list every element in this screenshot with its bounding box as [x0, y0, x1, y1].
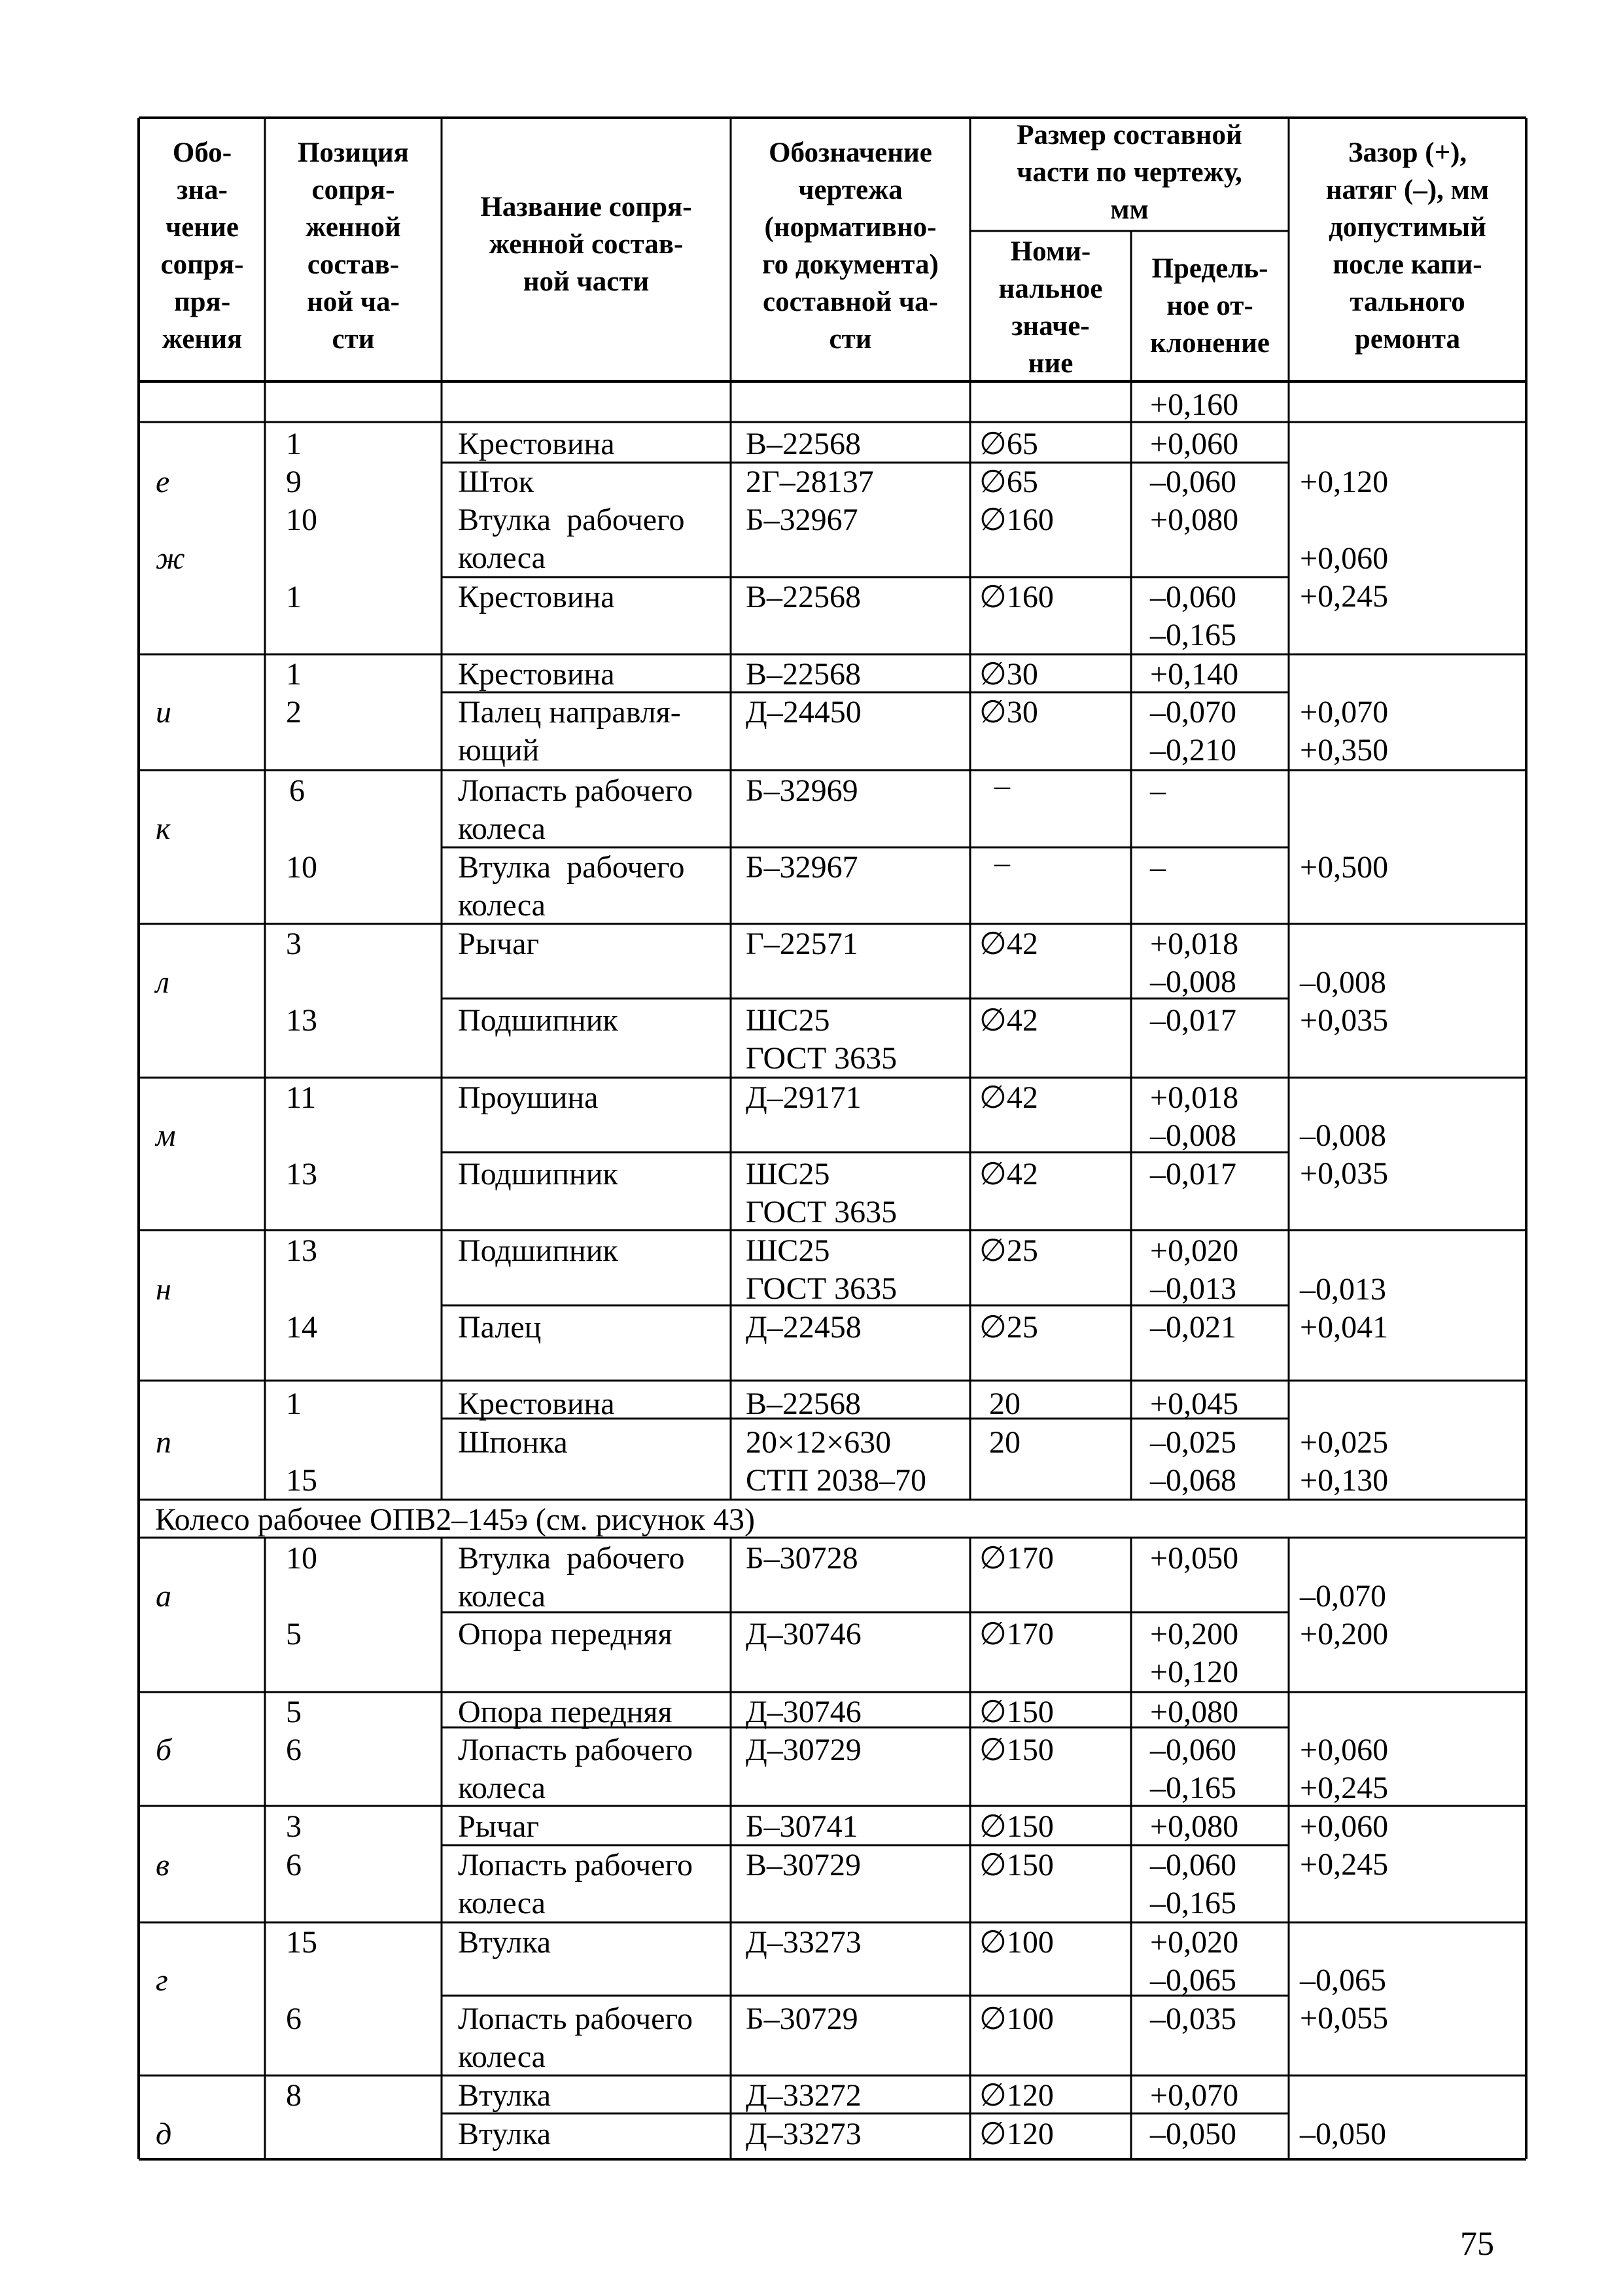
table-cell: В–22568 — [746, 427, 862, 461]
table-cell: Лопасть рабочего колеса — [458, 1733, 693, 1805]
joint-designation-cell: б — [156, 1733, 172, 1767]
table-cell: Подшипник — [458, 1157, 618, 1192]
joint-designation-cell: г — [156, 1963, 168, 1998]
table-cell: 5 — [286, 1695, 302, 1729]
table-cell: Б–32967 — [746, 850, 858, 885]
table-cell: Б–32967 — [746, 503, 858, 537]
table-cell: ∅25 — [979, 1233, 1038, 1268]
header-deviation: Предель- ное от- клонение — [1150, 253, 1270, 359]
table-cell: 13 — [286, 1233, 317, 1268]
table-cell: –0,065 +0,055 — [1300, 1963, 1389, 2036]
table-cell: –0,017 — [1150, 1003, 1236, 1038]
table-cell: ∅160 — [979, 580, 1054, 614]
table-cell: 15 — [286, 1925, 317, 1960]
table-cell: ШС25 ГОСТ 3635 — [746, 1157, 898, 1229]
table-cell: 13 — [286, 1157, 317, 1192]
header-size: Размер составной части по чертежу, мм — [1017, 120, 1242, 225]
table-cell: Колесо рабочее ОПВ2–145э (см. рисунок 43) — [155, 1502, 755, 1537]
table-cell: В–22568 — [746, 1386, 862, 1421]
table-cell: 9 — [286, 465, 302, 499]
table-cell: ∅150 — [979, 1809, 1054, 1844]
table-cell: ШС25 ГОСТ 3635 — [746, 1233, 898, 1306]
table-cell: 1 — [286, 657, 302, 692]
table-cell: – — [994, 845, 1010, 880]
table-cell: +0,140 — [1150, 657, 1239, 692]
table-cell: Втулка рабочего колеса — [458, 503, 685, 575]
table-cell: +0,500 — [1300, 850, 1389, 885]
table-cell: ∅65 — [979, 465, 1038, 499]
table-cell: Д–33272 — [746, 2078, 862, 2113]
table-cell: Д–24450 — [746, 695, 862, 730]
table-cell: – — [1150, 773, 1166, 808]
table-cell: –0,050 — [1300, 2117, 1386, 2151]
table-cell: Шпонка — [458, 1425, 568, 1460]
table-cell: Втулка — [458, 1925, 551, 1960]
table-cell: ∅120 — [979, 2078, 1054, 2113]
table-cell: ∅42 — [979, 927, 1038, 961]
table-cell: 2Г–28137 — [746, 465, 874, 499]
table-cell: –0,035 — [1150, 2002, 1236, 2036]
table-cell: Б–32969 — [746, 773, 858, 808]
table-cell: Лопасть рабочего колеса — [458, 1848, 693, 1920]
table-cell: +0,060 +0,245 — [1300, 1809, 1389, 1882]
table-cell: +0,018 –0,008 — [1150, 927, 1239, 999]
table-cell: Крестовина — [458, 657, 615, 692]
table-cell: +0,160 — [1150, 387, 1239, 422]
table-cell: 1 — [286, 1386, 302, 1421]
table-cell: +0,050 — [1150, 1541, 1239, 1576]
table-cell: Крестовина — [458, 580, 615, 614]
table-cell: – — [1150, 850, 1166, 885]
table-cell: 20 — [989, 1425, 1021, 1460]
table-cell: 20×12×630 СТП 2038–70 — [746, 1425, 926, 1498]
table-cell: Втулка — [458, 2117, 551, 2151]
joint-designation-cell: н — [156, 1272, 171, 1307]
table-cell: –0,008 +0,035 — [1300, 1118, 1389, 1191]
header-part-name: Название сопря- женной состав- ной части — [480, 192, 692, 297]
table-cell: 14 — [286, 1310, 317, 1345]
joint-designation-cell: ж — [156, 541, 185, 576]
page-number: 75 — [1460, 2225, 1494, 2263]
table-cell: +0,080 — [1150, 1809, 1239, 1844]
table-cell: Д–30729 — [746, 1733, 862, 1767]
joint-designation-cell: а — [156, 1579, 171, 1614]
table-cell: –0,013 +0,041 — [1300, 1272, 1389, 1345]
table-cell: +0,020 –0,065 — [1150, 1925, 1239, 1998]
table-cell: ∅42 — [979, 1003, 1038, 1038]
table-cell: 1 — [286, 427, 302, 461]
table-cell: ∅30 — [979, 657, 1038, 692]
table-cell: Подшипник — [458, 1003, 618, 1038]
table-cell: В–22568 — [746, 657, 862, 692]
table-cell: +0,120 — [1300, 465, 1389, 499]
header-drawing: Обозначение чертежа (нормативно- го документа) составной ча- сти — [762, 137, 939, 355]
table-cell: ∅170 — [979, 1541, 1054, 1576]
table-cell: Палец направля- ющий — [458, 695, 681, 768]
table-cell: В–22568 — [746, 580, 862, 614]
joint-designation-cell: м — [156, 1118, 176, 1153]
table-cell: Д–22458 — [746, 1310, 862, 1345]
joint-designation-cell: и — [156, 695, 171, 730]
table-cell: –0,050 — [1150, 2117, 1236, 2151]
table-cell: Д–30746 — [746, 1617, 862, 1651]
header-nominal: Номи- нальное значе- ние — [998, 236, 1103, 379]
table-cell: 11 — [286, 1080, 317, 1115]
table-cell: – — [994, 768, 1010, 803]
joint-designation-cell: к — [156, 811, 171, 846]
table-cell: 6 — [289, 773, 305, 808]
table-cell: ∅42 — [979, 1080, 1038, 1115]
table-cell: +0,060 — [1150, 427, 1239, 461]
table-cell: –0,060 –0,165 — [1150, 1733, 1236, 1805]
joint-designation-cell: л — [156, 965, 169, 1000]
joint-designation-cell: в — [156, 1848, 169, 1882]
table-cell: +0,045 — [1150, 1386, 1239, 1421]
table-cell: Крестовина — [458, 1386, 615, 1421]
header-designation: Обо- зна- чение сопря- пря- жения — [160, 137, 244, 355]
joint-designation-cell: п — [156, 1425, 171, 1460]
table-cell: 3 — [286, 927, 302, 961]
table-cell: ШС25 ГОСТ 3635 — [746, 1003, 898, 1076]
table-cell: Крестовина — [458, 427, 615, 461]
table-cell: ∅150 — [979, 1733, 1054, 1767]
table-cell: 10 — [286, 1541, 317, 1576]
table-cell: ∅65 — [979, 427, 1038, 461]
table-cell: Д–33273 — [746, 1925, 862, 1960]
table-cell: Б–30729 — [746, 2002, 858, 2036]
table-cell: +0,018 –0,008 — [1150, 1080, 1239, 1153]
table-cell: +0,070 +0,350 — [1300, 695, 1389, 768]
table-cell: Палец — [458, 1310, 542, 1345]
table-cell: Д–30746 — [746, 1695, 862, 1729]
table-cell: ∅120 — [979, 2117, 1054, 2151]
table-cell: –0,060 –0,165 — [1150, 580, 1236, 652]
table-cell: –0,025 –0,068 — [1150, 1425, 1236, 1498]
table-cell: ∅100 — [979, 2002, 1054, 2036]
table-cell: +0,080 — [1150, 503, 1239, 537]
table-cell: ∅30 — [979, 695, 1038, 730]
table-cell: ∅160 — [979, 503, 1054, 537]
table-cell: +0,060 +0,245 — [1300, 1733, 1389, 1805]
table-cell: –0,070 –0,210 — [1150, 695, 1236, 768]
table-cell: +0,070 — [1150, 2078, 1239, 2113]
table-cell: +0,080 — [1150, 1695, 1239, 1729]
table-cell: Г–22571 — [746, 927, 858, 961]
table-cell: 20 — [989, 1386, 1021, 1421]
table-cell: Проушина — [458, 1080, 599, 1115]
table-cell: Лопасть рабочего колеса — [458, 2002, 693, 2074]
table-cell: Шток — [458, 465, 534, 499]
joint-designation-cell: е — [156, 465, 170, 499]
table-cell: 2 — [286, 695, 302, 730]
table-cell: ∅150 — [979, 1848, 1054, 1882]
table-cell: Опора передняя — [458, 1617, 672, 1651]
table-cell: 6 — [286, 1848, 302, 1882]
table-cell: Опора передняя — [458, 1695, 672, 1729]
table-cell: 10 — [286, 850, 317, 885]
table-cell: –0,021 — [1150, 1310, 1236, 1345]
table-cell: Втулка — [458, 2078, 551, 2113]
table-cell: +0,025 +0,130 — [1300, 1425, 1389, 1498]
table-cell: ∅42 — [979, 1157, 1038, 1192]
table-cell: ∅170 — [979, 1617, 1054, 1651]
table-cell: +0,020 –0,013 — [1150, 1233, 1239, 1306]
table-cell: +0,060 +0,245 — [1300, 541, 1389, 614]
table-cell: –0,070 +0,200 — [1300, 1579, 1389, 1651]
table-cell: 10 — [286, 503, 317, 537]
table-cell: Втулка рабочего колеса — [458, 1541, 685, 1614]
table-cell: 13 — [286, 1003, 317, 1038]
table-cell: 5 — [286, 1617, 302, 1651]
table-cell: Рычаг — [458, 927, 540, 961]
table-cell: Подшипник — [458, 1233, 618, 1268]
table-cell: –0,060 –0,165 — [1150, 1848, 1236, 1920]
table-cell: +0,200 +0,120 — [1150, 1617, 1239, 1689]
table-cell: ∅25 — [979, 1310, 1038, 1345]
table-cell: Б–30741 — [746, 1809, 858, 1844]
table-cell: ∅150 — [979, 1695, 1054, 1729]
table-cell: Лопасть рабочего колеса — [458, 773, 693, 846]
header-clearance: Зазор (+), натяг (–), мм допустимый после капи- тального ремонта — [1325, 137, 1490, 355]
table-cell: 15 — [286, 1463, 317, 1498]
table-cell: –0,060 — [1150, 465, 1236, 499]
table-cell: 6 — [286, 1733, 302, 1767]
table-cell: 3 — [286, 1809, 302, 1844]
table-cell: –0,008 +0,035 — [1300, 965, 1389, 1038]
table-cell: В–30729 — [746, 1848, 862, 1882]
table-cell: ∅100 — [979, 1925, 1054, 1960]
header-position: Позиция сопря- женной состав- ной ча- сти — [298, 137, 409, 355]
table-cell: Б–30728 — [746, 1541, 858, 1576]
table-cell: Д–33273 — [746, 2117, 862, 2151]
table-cell: 1 — [286, 580, 302, 614]
table-cell: 6 — [286, 2002, 302, 2036]
table-cell: 8 — [286, 2078, 302, 2113]
table-cell: Втулка рабочего колеса — [458, 850, 685, 923]
table-cell: –0,017 — [1150, 1157, 1236, 1192]
table-cell: Д–29171 — [746, 1080, 862, 1115]
joint-designation-cell: д — [156, 2117, 172, 2151]
table-cell: Рычаг — [458, 1809, 540, 1844]
